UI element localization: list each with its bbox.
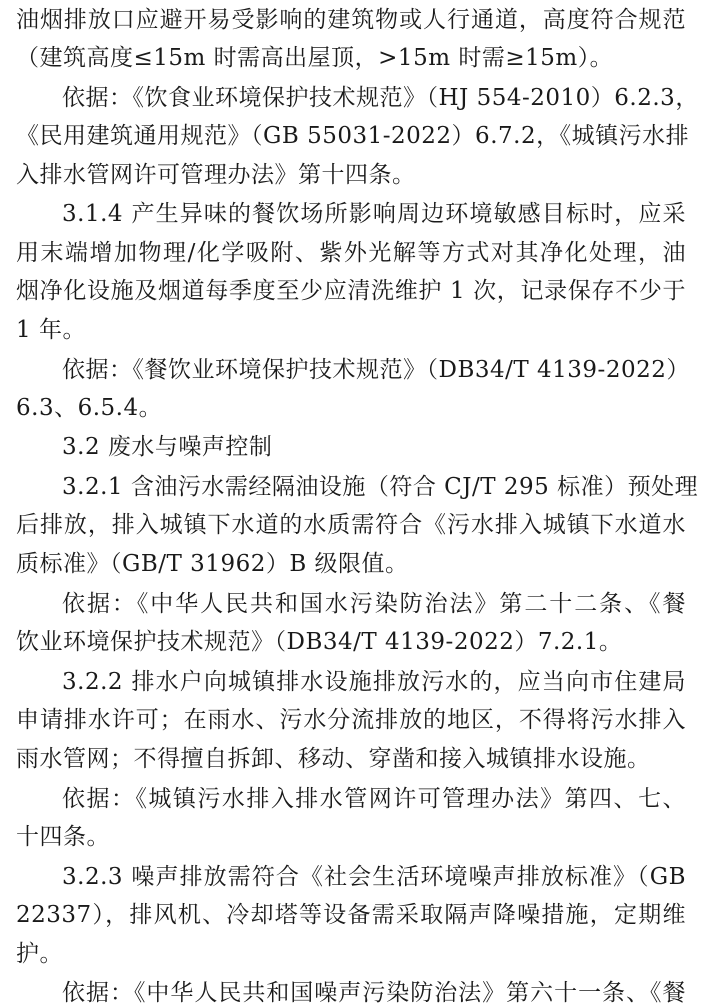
text-line-3: 依据：《饮食业环境保护技术规范》（HJ 554-2010）6.2.3， — [62, 85, 699, 111]
text-line-20: 雨水管网；不得擅自拆卸、移动、穿凿和接入城镇排水设施。 — [16, 746, 651, 772]
text-line-15: 质标准》（GB/T 31962）B 级限值。 — [16, 551, 409, 577]
text-line-26: 依据：《中华人民共和国噪声污染防治法》第六十一条、《餐 — [62, 980, 686, 1006]
text-line-19: 申请排水许可；在雨水、污水分流排放的地区，不得将污水排入 — [16, 707, 686, 733]
text-line-5: 入排水管网许可管理办法》第十四条。 — [16, 162, 416, 188]
text-line-10: 依据：《餐饮业环境保护技术规范》（DB34/T 4139-2022） — [62, 357, 690, 383]
text-line-22: 十四条。 — [16, 824, 110, 850]
text-line-6: 3.1.4 产生异味的餐饮场所影响周边环境敏感目标时，应采 — [62, 201, 686, 227]
text-line-16: 依据：《中华人民共和国水污染防治法》第二十二条、《餐 — [62, 591, 686, 617]
text-line-1: 油烟排放口应避开易受影响的建筑物或人行通道，高度符合规范 — [16, 7, 686, 33]
text-line-9: 1 年。 — [16, 317, 86, 343]
text-line-24: 22337），排风机、冷却塔等设备需采取隔声降噪措施，定期维 — [16, 902, 686, 928]
text-line-25: 护。 — [16, 941, 63, 967]
text-line-11: 6.3、6.5.4。 — [16, 395, 163, 421]
text-line-21: 依据：《城镇污水排入排水管网许可管理办法》第四、七、 — [62, 786, 686, 812]
text-line-7: 用末端增加物理/化学吸附、紫外光解等方式对其净化处理，油 — [16, 240, 686, 266]
text-line-18: 3.2.2 排水户向城镇排水设施排放污水的，应当向市住建局 — [62, 669, 686, 695]
text-line-8: 烟净化设施及烟道每季度至少应清洗维护 1 次，记录保存不少于 — [16, 278, 686, 304]
text-line-14: 后排放，排入城镇下水道的水质需符合《污水排入城镇下水道水 — [16, 512, 686, 538]
text-line-23: 3.2.3 噪声排放需符合《社会生活环境噪声排放标准》（GB — [62, 864, 686, 890]
text-line-17: 饮业环境保护技术规范》（DB34/T 4139-2022）7.2.1。 — [16, 629, 623, 655]
text-line-4: 《民用建筑通用规范》（GB 55031-2022）6.7.2，《城镇污水排 — [16, 123, 690, 149]
text-line-2: （建筑高度≤15m 时需高出屋顶，>15m 时需≥15m）。 — [16, 45, 614, 71]
section-heading: 3.2 废水与噪声控制 — [62, 434, 273, 460]
text-line-13: 3.2.1 含油污水需经隔油设施（符合 CJ/T 295 标准）预处理 — [62, 474, 699, 500]
